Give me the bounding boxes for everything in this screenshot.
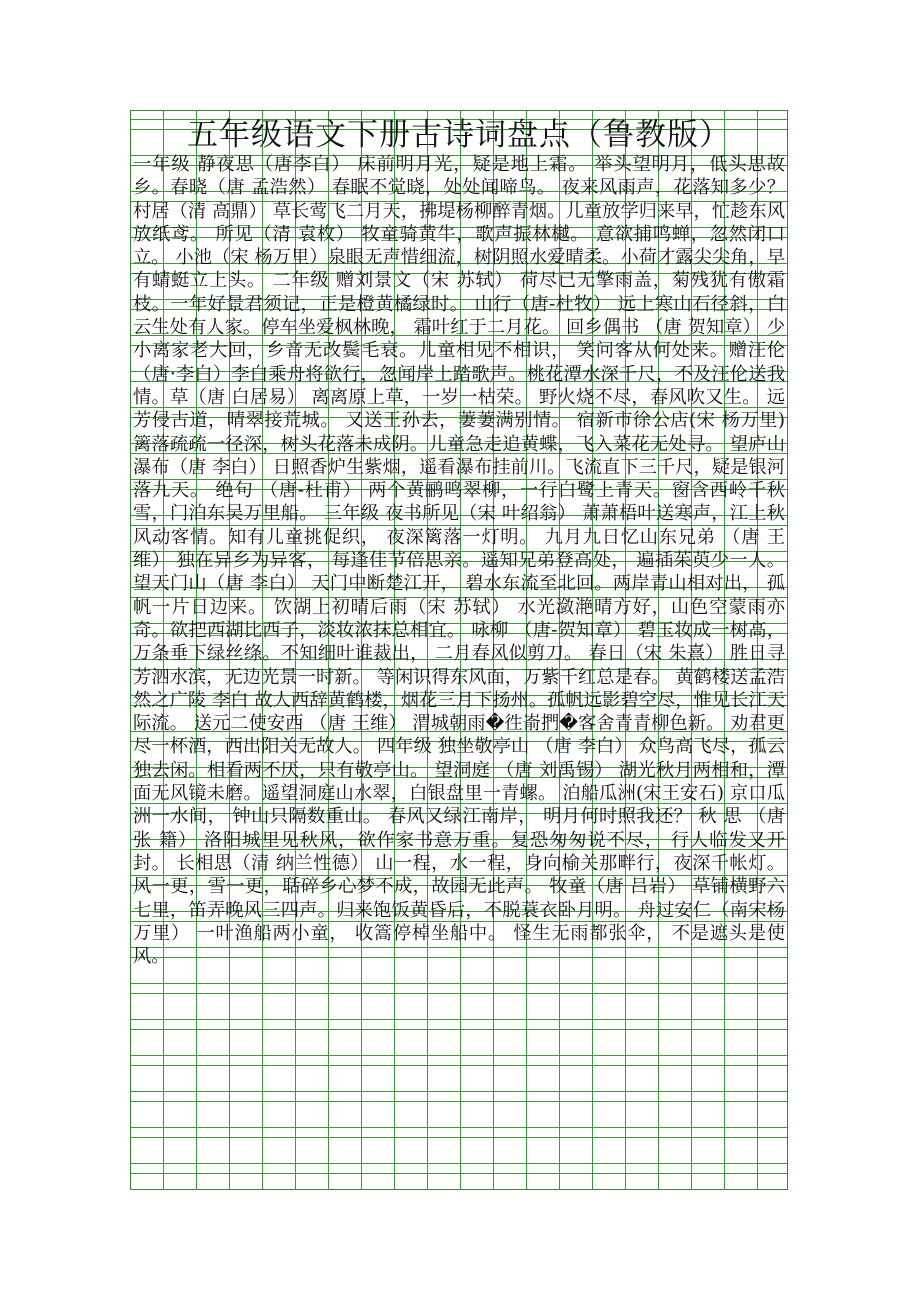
- page-title: 五年级语文下册古诗词盘点（鲁教版）: [187, 117, 731, 153]
- writing-grid-sheet: [130, 110, 788, 1190]
- poem-collection-text: 一年级 静夜思（唐李白） 床前明月光，疑是地上霜。 举头望明月，低头思故乡。春晓（唐 孟浩然） 春眠不觉晓，处处闻啼鸟。 夜来风雨声，花落知多少？ 村居（清 高鼎） 草长莺飞二月天，拂堤杨柳醉青烟。儿童放学归来早，忙趁东风放纸鸢。 所见（清 袁枚） 牧童骑黄牛，歌声振林樾。 意欲捕鸣蝉，忽然闭口立。 小池（宋 杨万里）泉眼无声惜细流，树阴照水爱晴柔。小荷才露尖尖角，早有蜻蜓立上头。 二年级 赠刘景文（宋 苏轼） 荷尽已无擎雨盖，菊残犹有傲霜枝。一年好景君须记，正是橙黄橘绿时。 山行（唐-杜牧） 远上寒山石径斜，白云生处有人家。停车坐爱枫林晚， 霜叶红于二月花。 回乡偶书 （唐 贺知章） 少小离家老大回，乡音无改鬓毛衰。儿童相见不相识， 笑问客从何处来。赠汪伦（唐·李白）李白乘舟将欲行，忽闻岸上踏歌声。桃花潭水深千尺，不及汪伦送我情。草（唐 白居易） 离离原上草，一岁一枯荣。 野火烧不尽，春风吹又生。 远芳侵古道，晴翠接荒城。 又送王孙去，萋萋满别情。 宿新市徐公店(宋 杨万里) 篱落疏疏一径深，树头花落未成阴。儿童急走追黄蝶，飞入菜花无处寻。 望庐山瀑布（唐 李白） 日照香炉生紫烟，遥看瀑布挂前川。飞流直下三千尺，疑是银河落九天。 绝句 （唐-杜甫） 两个黄鹂鸣翠柳，一行白鹭上青天。窗含西岭千秋雪，门泊东吴万里船。 三年级 夜书所见（宋 叶绍翁） 萧萧梧叶送寒声，江上秋风动客情。知有儿童挑促织， 夜深篱落一灯明。 九月九日忆山东兄弟 （唐 王维） 独在异乡为异客， 每逢佳节倍思亲。遥知兄弟登高处， 遍插茱萸少一人。 望天门山（唐 李白） 天门中断楚江开， 碧水东流至北回。两岸青山相对出， 孤帆一片日边来。 饮湖上初晴后雨（宋 苏轼） 水光潋滟晴方好，山色空蒙雨亦奇。欲把西湖比西子，淡妆浓抹总相宜。 咏柳 （唐-贺知章） 碧玉妆成一树高，万条垂下绿丝绦。不知细叶谁裁出， 二月春风似剪刀。 春日（宋 朱熹） 胜日寻芳泗水滨，无边光景一时新。 等闲识得东风面，万紫千红总是春。 黄鹤楼送孟浩然之广陵 李白 故人西辞黄鹤楼，烟花三月下扬州。孤帆远影碧空尽，惟见长江天际流。 送元二使安西 （唐 王维） 渭城朝雨�徃嵛捫�客舍青青柳色新。 劝君更尽一杯酒，西出阳关无故人。 四年级 独坐敬亭山 （唐 李白） 众鸟高飞尽，孤云独去闲。相看两不厌，只有敬亭山。 望洞庭 （唐 刘禹锡） 湖光秋月两相和，潭面无风镜未磨。遥望洞庭山水翠，白银盘里一青螺。 泊船瓜洲(宋王安石) 京口瓜洲一水间， 钟山只隔数重山。 春风又绿江南岸， 明月何时照我还？ 秋 思 （唐 张 籍） 洛阳城里见秋风，欲作家书意万重。复恐匆匆说不尽， 行人临发又开封。 长相思（清 纳兰性德） 山一程，水一程，身向榆关那畔行，夜深千帐灯。 风一更，雪一更，聒碎乡心梦不成，故园无此声。 牧童（唐 吕岩） 草铺横野六七里，笛弄晚风三四声。归来饱饭黄昏后，不脱蓑衣卧月明。 舟过安仁（南宋杨万里） 一叶渔船两小童， 收篙停棹坐船中。 怪生无雨都张伞， 不是遮头是使风。: [133, 154, 785, 968]
